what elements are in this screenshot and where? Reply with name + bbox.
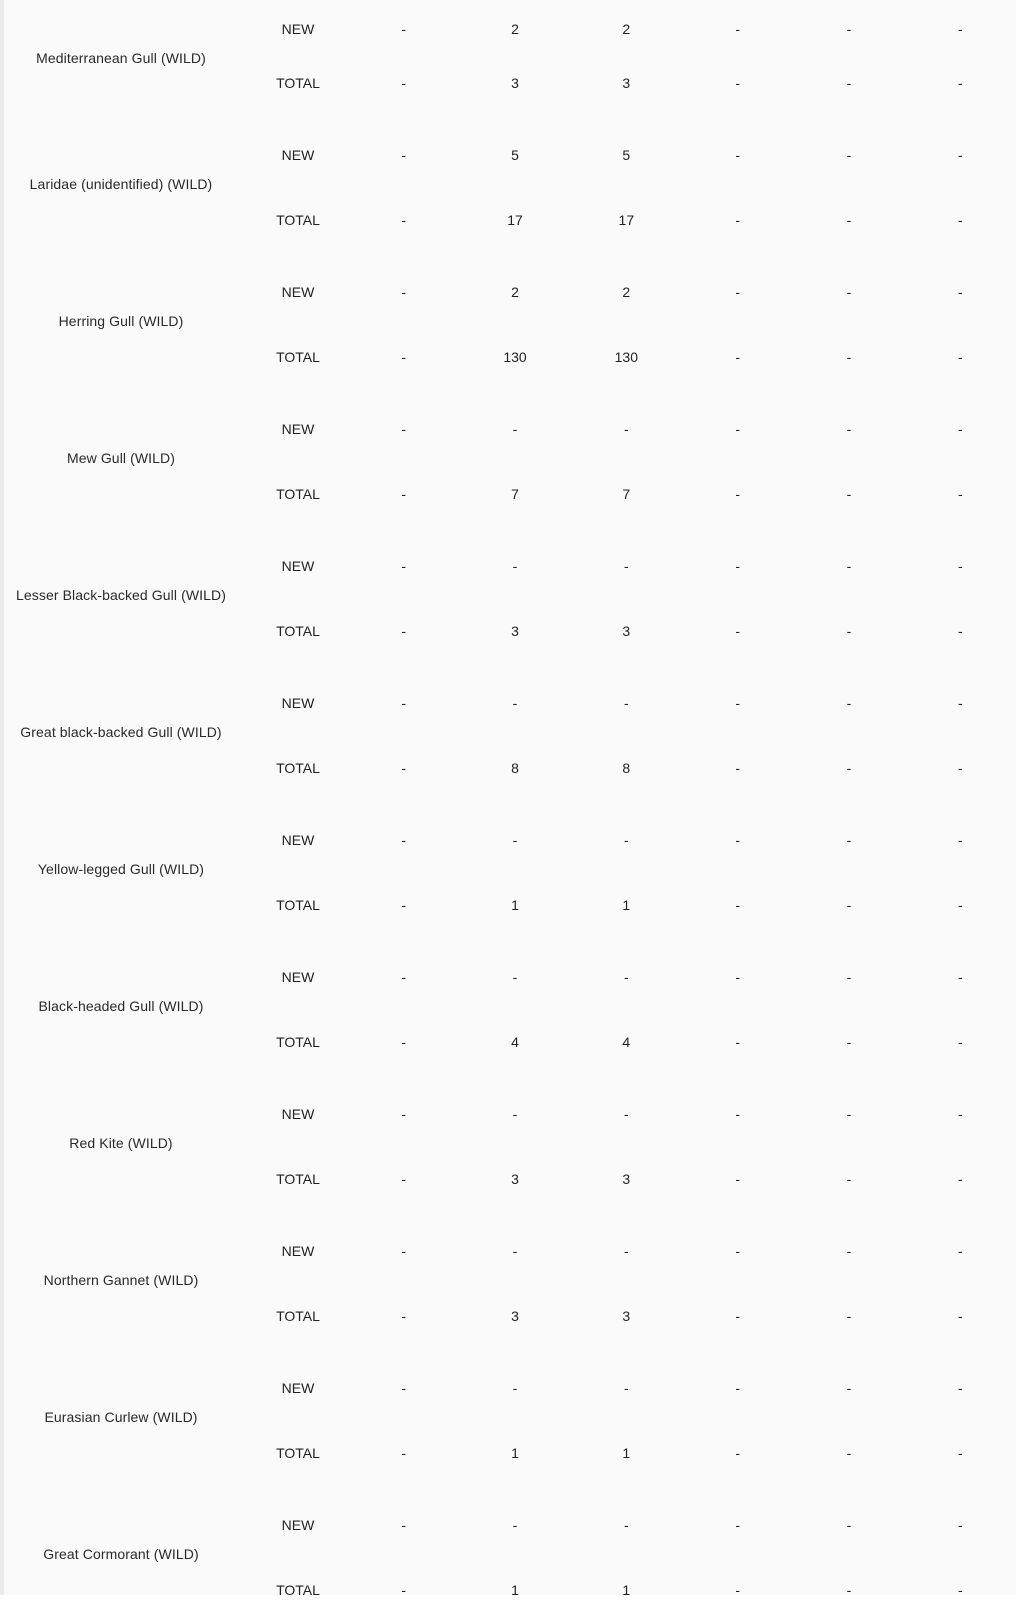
cell-value: - (735, 760, 740, 776)
table-row-new (4, 115, 1016, 188)
table-row-new (4, 0, 1016, 51)
cell-value: - (512, 1380, 518, 1396)
row-type-total-label: TOTAL (276, 349, 320, 365)
cell-value: - (623, 1517, 629, 1533)
cell-value: 130 (614, 349, 638, 365)
cell-value: - (957, 969, 963, 985)
cell-value: 3 (511, 623, 519, 639)
cell-value: 3 (511, 1171, 519, 1187)
species-name: Great Cormorant (WILD) (43, 1545, 199, 1562)
cell-value: - (846, 349, 852, 365)
cell-value: - (846, 212, 852, 228)
species-name: Great black-backed Gull (WILD) (20, 723, 222, 740)
cell-value: - (957, 760, 963, 776)
cell-value: - (735, 558, 740, 574)
cell-value: - (735, 1582, 740, 1598)
cell-value: - (957, 623, 963, 639)
row-type-new-label: NEW (281, 558, 315, 574)
cell-value: - (401, 760, 406, 776)
cell-value: - (401, 969, 406, 985)
cell-value: - (735, 832, 740, 848)
cell-value: - (623, 421, 629, 437)
cell-value: 1 (511, 1445, 519, 1461)
cell-value: 7 (511, 486, 519, 502)
row-type-new-label: NEW (281, 1106, 315, 1122)
cell-value: - (846, 897, 852, 913)
cell-value: 4 (622, 1034, 631, 1050)
cell-value: - (957, 75, 963, 91)
row-type-new-label: NEW (281, 21, 315, 37)
row-type-total-label: TOTAL (276, 1034, 320, 1050)
cell-value: - (735, 212, 740, 228)
cell-value: - (401, 1106, 406, 1122)
cell-value: - (512, 1106, 518, 1122)
cell-value: - (846, 421, 852, 437)
table-row-new (4, 800, 1016, 873)
cell-value: - (401, 421, 406, 437)
cell-value: 3 (622, 75, 631, 91)
table-row-new (4, 663, 1016, 736)
cell-value: - (623, 969, 629, 985)
table-row-new (4, 1074, 1016, 1147)
species-name: Laridae (unidentified) (WILD) (29, 175, 213, 192)
cell-value: - (401, 147, 406, 163)
cell-value: - (957, 1034, 963, 1050)
cell-value: - (401, 1034, 406, 1050)
cell-value: - (401, 1445, 406, 1461)
cell-value: - (735, 1171, 740, 1187)
cell-value: - (401, 1171, 406, 1187)
cell-value: - (401, 1380, 406, 1396)
cell-value: - (957, 212, 963, 228)
table-body (4, 0, 1016, 1622)
cell-value: 2 (622, 21, 631, 37)
cell-value: - (957, 1308, 963, 1324)
cell-value: - (846, 1445, 852, 1461)
cell-value: 3 (511, 1308, 519, 1324)
cell-value: - (735, 21, 740, 37)
cell-value: - (957, 421, 963, 437)
cell-value: 3 (511, 75, 519, 91)
cell-value: - (735, 147, 740, 163)
row-type-total-label: TOTAL (276, 1308, 320, 1324)
cell-value: - (957, 1171, 963, 1187)
cell-value: - (846, 695, 852, 711)
row-type-new-label: NEW (281, 1517, 315, 1533)
cell-value: - (401, 695, 406, 711)
cell-value: - (401, 623, 406, 639)
row-type-total-label: TOTAL (276, 75, 320, 91)
species-name: Eurasian Curlew (WILD) (44, 1408, 198, 1425)
cell-value: - (957, 21, 963, 37)
cell-value: - (957, 1517, 963, 1533)
cell-value: 1 (622, 897, 631, 913)
cell-value: - (735, 1517, 740, 1533)
cell-value: - (846, 558, 852, 574)
cell-value: - (957, 832, 963, 848)
species-name: Mew Gull (WILD) (66, 449, 176, 466)
species-name: Red Kite (WILD) (69, 1134, 173, 1151)
cell-value: - (623, 558, 629, 574)
row-type-total-label: TOTAL (276, 623, 320, 639)
cell-value: - (846, 1582, 852, 1598)
cell-value: - (846, 969, 852, 985)
cell-value: - (735, 897, 740, 913)
cell-value: - (846, 1380, 852, 1396)
cell-value: 7 (622, 486, 631, 502)
cell-value: - (735, 1243, 740, 1259)
row-type-new-label: NEW (281, 695, 315, 711)
cell-value: 2 (622, 284, 631, 300)
cell-value: - (957, 1243, 963, 1259)
row-type-new-label: NEW (281, 832, 315, 848)
cell-value: 5 (511, 147, 519, 163)
cell-value: - (512, 1243, 518, 1259)
species-name: Yellow-legged Gull (WILD) (37, 860, 205, 877)
row-type-new-label: NEW (281, 147, 315, 163)
cell-value: - (735, 75, 740, 91)
cell-value: - (846, 147, 852, 163)
cell-value: 5 (622, 147, 631, 163)
cell-value: 1 (622, 1445, 631, 1461)
cell-value: - (401, 1517, 406, 1533)
row-type-total-label: TOTAL (276, 760, 320, 776)
cell-value: 8 (622, 760, 631, 776)
species-name: Mediterranean Gull (WILD) (36, 49, 206, 66)
row-type-new-label: NEW (281, 421, 315, 437)
row-type-new-label: NEW (281, 284, 315, 300)
cell-value: - (846, 486, 852, 502)
cell-value: 4 (511, 1034, 519, 1050)
cell-value: 2 (511, 21, 519, 37)
cell-value: - (401, 558, 406, 574)
table-row-new (4, 389, 1016, 462)
cell-value: - (512, 969, 518, 985)
cell-value: - (623, 1380, 629, 1396)
cell-value: 3 (622, 1308, 631, 1324)
row-type-total-label: TOTAL (276, 1582, 320, 1598)
cell-value: - (512, 558, 518, 574)
species-name: Black-headed Gull (WILD) (38, 997, 204, 1014)
cell-value: - (735, 421, 740, 437)
cell-value: - (957, 558, 963, 574)
cell-value: 17 (507, 212, 523, 228)
cell-value: - (735, 1034, 740, 1050)
cell-value: - (846, 1243, 852, 1259)
row-type-total-label: TOTAL (276, 486, 320, 502)
cell-value: - (401, 1582, 406, 1598)
cell-value: - (401, 832, 406, 848)
table-row-new (4, 1211, 1016, 1284)
species-name: Northern Gannet (WILD) (43, 1271, 199, 1288)
cell-value: - (735, 695, 740, 711)
cell-value: 8 (511, 760, 519, 776)
cell-value: 130 (503, 349, 527, 365)
cell-value: 17 (618, 212, 635, 228)
cell-value: - (623, 832, 629, 848)
table-row-new (4, 1348, 1016, 1421)
cell-value: - (846, 1308, 852, 1324)
table-row-new (4, 1485, 1016, 1558)
cell-value: 2 (511, 284, 519, 300)
cell-value: - (846, 21, 852, 37)
cell-value: - (623, 1243, 629, 1259)
table-row-new (4, 937, 1016, 1010)
cell-value: - (401, 349, 406, 365)
cell-value: 1 (622, 1582, 631, 1598)
cell-value: - (735, 1106, 740, 1122)
cell-value: - (846, 1171, 852, 1187)
species-name: Lesser Black-backed Gull (WILD) (15, 586, 227, 603)
row-type-new-label: NEW (281, 969, 315, 985)
cell-value: - (846, 1517, 852, 1533)
cell-value: - (623, 1106, 629, 1122)
cell-value: - (846, 832, 852, 848)
cell-value: - (735, 969, 740, 985)
species-outbreak-table (4, 0, 1016, 1622)
cell-value: - (735, 1445, 740, 1461)
row-type-new-label: NEW (281, 1243, 315, 1259)
table-row-new (4, 252, 1016, 325)
cell-value: - (401, 212, 406, 228)
cell-value: 3 (622, 1171, 631, 1187)
cell-value: - (957, 1582, 963, 1598)
cell-value: 1 (511, 1582, 519, 1598)
row-type-total-label: TOTAL (276, 1445, 320, 1461)
cell-value: 3 (622, 623, 631, 639)
cell-value: - (401, 21, 406, 37)
cell-value: - (846, 760, 852, 776)
cell-value: - (735, 349, 740, 365)
cell-value: - (957, 1445, 963, 1461)
cell-value: - (401, 897, 406, 913)
cell-value: - (735, 623, 740, 639)
cell-value: - (735, 486, 740, 502)
cell-value: - (957, 1106, 963, 1122)
cell-value: - (401, 1308, 406, 1324)
cell-value: - (846, 1034, 852, 1050)
cell-value: - (512, 832, 518, 848)
cell-value: - (957, 349, 963, 365)
cell-value: - (957, 486, 963, 502)
cell-value: - (512, 695, 518, 711)
species-name: Herring Gull (WILD) (58, 312, 184, 329)
row-type-total-label: TOTAL (276, 897, 320, 913)
cell-value: - (623, 695, 629, 711)
row-type-total-label: TOTAL (276, 1171, 320, 1187)
cell-value: - (401, 284, 406, 300)
cell-value: - (735, 1380, 740, 1396)
row-type-new-label: NEW (281, 1380, 315, 1396)
cell-value: 1 (511, 897, 519, 913)
cell-value: - (846, 75, 852, 91)
row-type-total-label: TOTAL (276, 212, 320, 228)
cell-value: - (401, 75, 406, 91)
cell-value: - (846, 1106, 852, 1122)
cell-value: - (512, 421, 518, 437)
cell-value: - (957, 284, 963, 300)
cell-value: - (401, 1243, 406, 1259)
cell-value: - (735, 284, 740, 300)
cell-value: - (957, 1380, 963, 1396)
cell-value: - (846, 623, 852, 639)
cell-value: - (957, 695, 963, 711)
cell-value: - (957, 147, 963, 163)
cell-value: - (957, 897, 963, 913)
cell-value: - (401, 486, 406, 502)
cell-value: - (846, 284, 852, 300)
cell-value: - (735, 1308, 740, 1324)
cell-value: - (512, 1517, 518, 1533)
table-row-new (4, 526, 1016, 599)
